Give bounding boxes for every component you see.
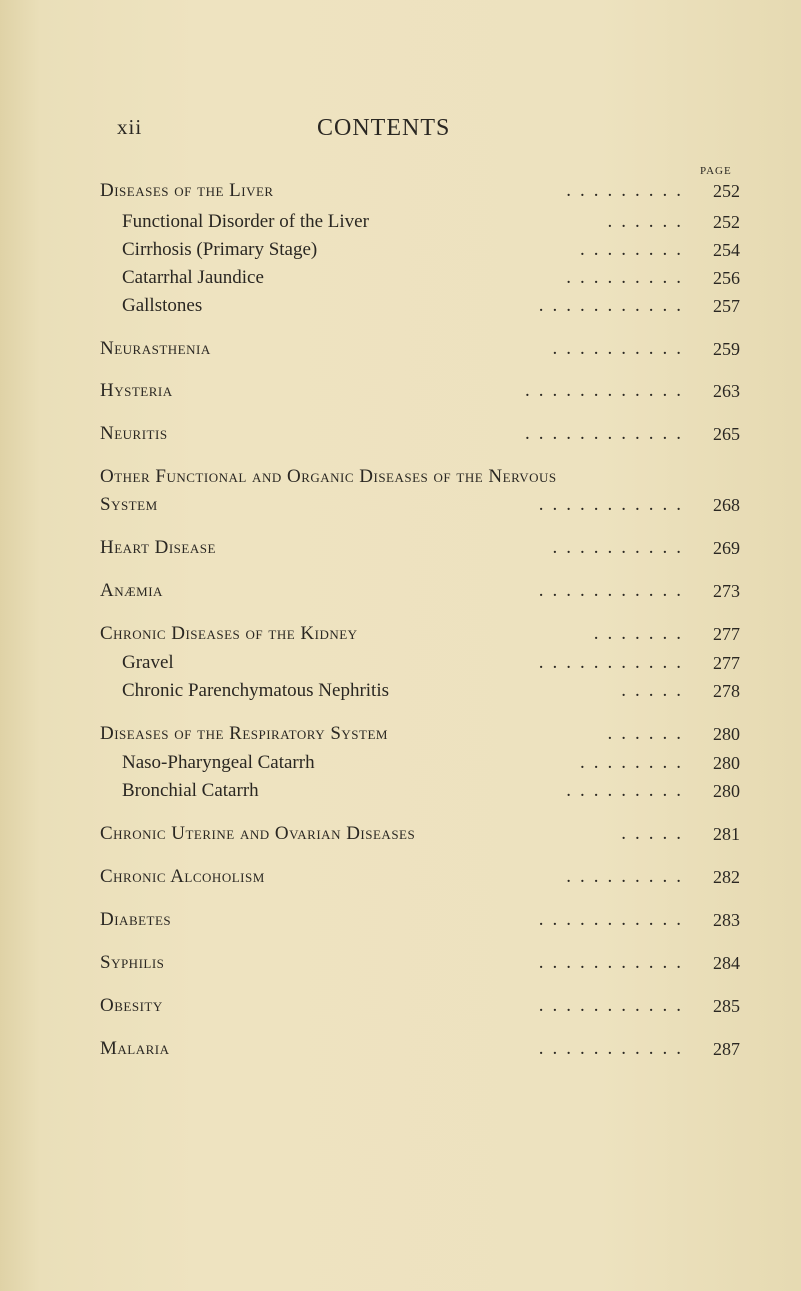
toc-entry: Obesity ........... 285 <box>100 995 740 1016</box>
page-column-label: PAGE <box>700 165 732 177</box>
toc-entry: Functional Disorder of the Liver ...... 252 <box>122 211 740 232</box>
toc-entry: Gravel ........... 277 <box>122 652 740 673</box>
toc-entry: Neuritis ............ 265 <box>100 423 740 444</box>
toc-entry: Heart Disease .......... 269 <box>100 537 740 558</box>
toc-entry: Catarrhal Jaundice ......... 256 <box>122 267 740 288</box>
toc-entry: Malaria ........... 287 <box>100 1038 740 1059</box>
toc-entry: Chronic Diseases of the Kidney ....... 277 <box>100 623 740 644</box>
toc-entry: Chronic Parenchymatous Nephritis ..... 278 <box>122 680 740 701</box>
toc-entry: Diseases of the Respiratory System ...... 280 <box>100 723 740 744</box>
toc-entry: Syphilis ........... 284 <box>100 952 740 973</box>
toc-entry: Chronic Uterine and Ovarian Diseases ..... 281 <box>100 823 740 844</box>
toc-entry-continued: Other Functional and Organic Diseases of the Nervous <box>100 466 557 487</box>
toc-entry: System ........... 268 <box>100 494 740 515</box>
toc-entry: Bronchial Catarrh ......... 280 <box>122 780 740 801</box>
page-number: xii <box>117 115 143 139</box>
toc-entry: Naso-Pharyngeal Catarrh ........ 280 <box>122 752 740 773</box>
toc-entry: Hysteria ............ 263 <box>100 380 740 401</box>
toc-entry: Chronic Alcoholism ......... 282 <box>100 866 740 887</box>
toc-entry: Anæmia ........... 273 <box>100 580 740 601</box>
page-title: CONTENTS <box>317 115 451 141</box>
toc-entry: Diabetes ........... 283 <box>100 909 740 930</box>
toc-entry: Gallstones ........... 257 <box>122 295 740 316</box>
page-header <box>0 115 801 155</box>
toc-entry: Cirrhosis (Primary Stage) ........ 254 <box>122 239 740 260</box>
toc-entry: Diseases of the Liver ......... 252 <box>100 180 740 201</box>
toc-entry: Neurasthenia .......... 259 <box>100 338 740 359</box>
